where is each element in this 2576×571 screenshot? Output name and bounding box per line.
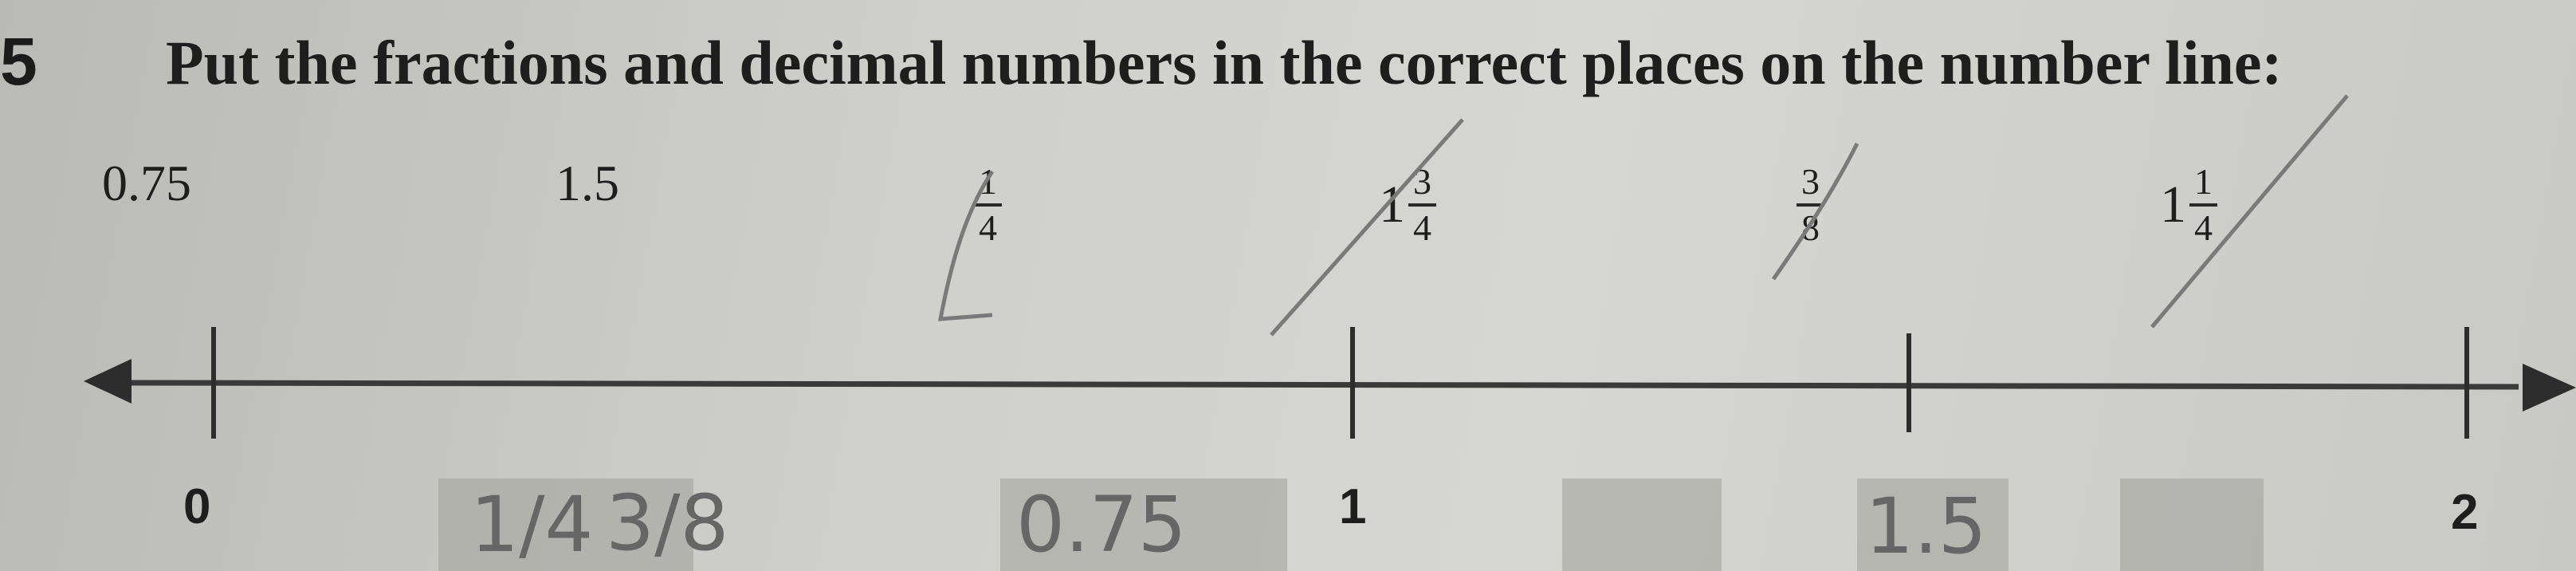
mixed-whole: 1	[2160, 175, 2186, 234]
number-line	[120, 383, 2519, 387]
fraction-numerator: 3	[1413, 161, 1431, 202]
pencil-stroke	[940, 171, 992, 319]
fraction-numerator: 3	[1801, 161, 1820, 202]
handwritten-answer: 0.75	[1016, 480, 1187, 569]
arrow-left-icon	[84, 359, 132, 404]
question-instruction: Put the fractions and decimal numbers in the correct places on the number line:	[166, 28, 2283, 97]
tick-label-0: 0	[183, 479, 211, 534]
tick-label-1: 1	[1339, 479, 1367, 534]
pencil-stroke	[1271, 120, 1463, 335]
question-number: 5	[0, 24, 37, 99]
mixed-whole: 1	[1379, 175, 1405, 234]
item-decimal-1-5: 1.5	[556, 155, 619, 211]
fraction-denominator: 4	[974, 203, 1002, 246]
pencil-stroke	[1773, 144, 1857, 279]
fraction-denominator: 4	[1408, 203, 1436, 246]
fraction-numerator: 1	[2194, 161, 2213, 202]
fraction-numerator: 1	[979, 161, 997, 202]
pencil-stroke	[2152, 96, 2347, 327]
fraction-denominator: 4	[2189, 203, 2217, 246]
handwritten-answer: 1/4	[470, 480, 594, 569]
arrow-right-icon	[2523, 364, 2576, 412]
item-decimal-0-75: 0.75	[102, 155, 191, 211]
handwritten-answer: 1.5	[1865, 482, 1987, 571]
tick-label-2: 2	[2451, 485, 2479, 540]
handwritten-answer: 3/8	[606, 478, 729, 568]
fraction-denominator: 8	[1797, 203, 1824, 246]
